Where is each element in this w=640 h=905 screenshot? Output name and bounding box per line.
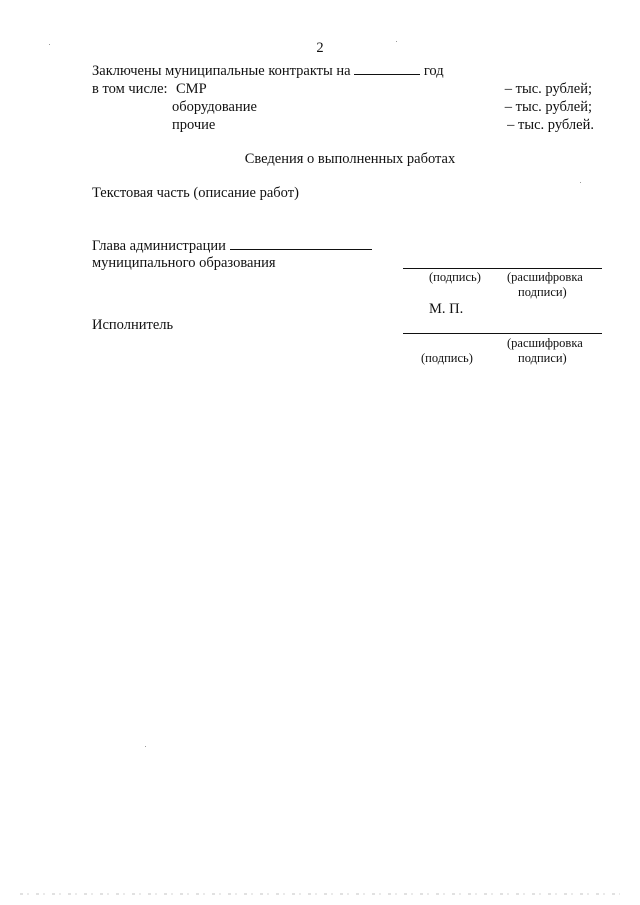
including-label: в том числе: (92, 81, 168, 97)
scan-edge-noise (20, 893, 620, 895)
item-smr-unit: – тыс. рублей; (504, 81, 592, 97)
item-smr-label: СМР (176, 81, 207, 97)
item-other-label: прочие (172, 117, 216, 133)
text-part-label: Текстовая часть (описание работ) (92, 185, 299, 201)
head-decryption-caption-2: подписи) (518, 285, 567, 299)
head-decryption-caption-1: (расшифровка (507, 270, 583, 284)
scan-speck (49, 44, 50, 45)
head-title-text: Глава администрации (92, 238, 226, 254)
executor-signature-line (403, 333, 602, 334)
scan-speck (580, 182, 581, 183)
page-number: 2 (316, 40, 324, 56)
head-signature-caption: (подпись) (429, 270, 481, 284)
head-name-blank (230, 237, 372, 250)
head-title-line2: муниципального образования (92, 255, 276, 271)
item-equipment-unit: – тыс. рублей; (504, 99, 592, 115)
item-other-unit: – тыс. рублей. (507, 117, 594, 133)
section-title: Сведения о выполненных работах (244, 151, 456, 167)
scan-speck (145, 746, 146, 747)
head-title-line1 (92, 237, 372, 255)
scan-speck (396, 41, 397, 42)
executor-decryption-caption-1: (расшифровка (507, 336, 583, 350)
executor-label: Исполнитель (92, 317, 174, 333)
head-signature-line (403, 268, 602, 269)
stamp-place: М. П. (429, 301, 464, 317)
item-equipment-label: оборудование (172, 99, 257, 115)
executor-decryption-caption-2: подписи) (518, 351, 567, 365)
contracts-prefix: Заключены муниципальные контракты на (92, 63, 351, 79)
contracts-line (92, 62, 444, 80)
contracts-suffix: год (423, 63, 444, 79)
executor-signature-caption: (подпись) (421, 351, 473, 365)
year-blank (354, 62, 420, 75)
